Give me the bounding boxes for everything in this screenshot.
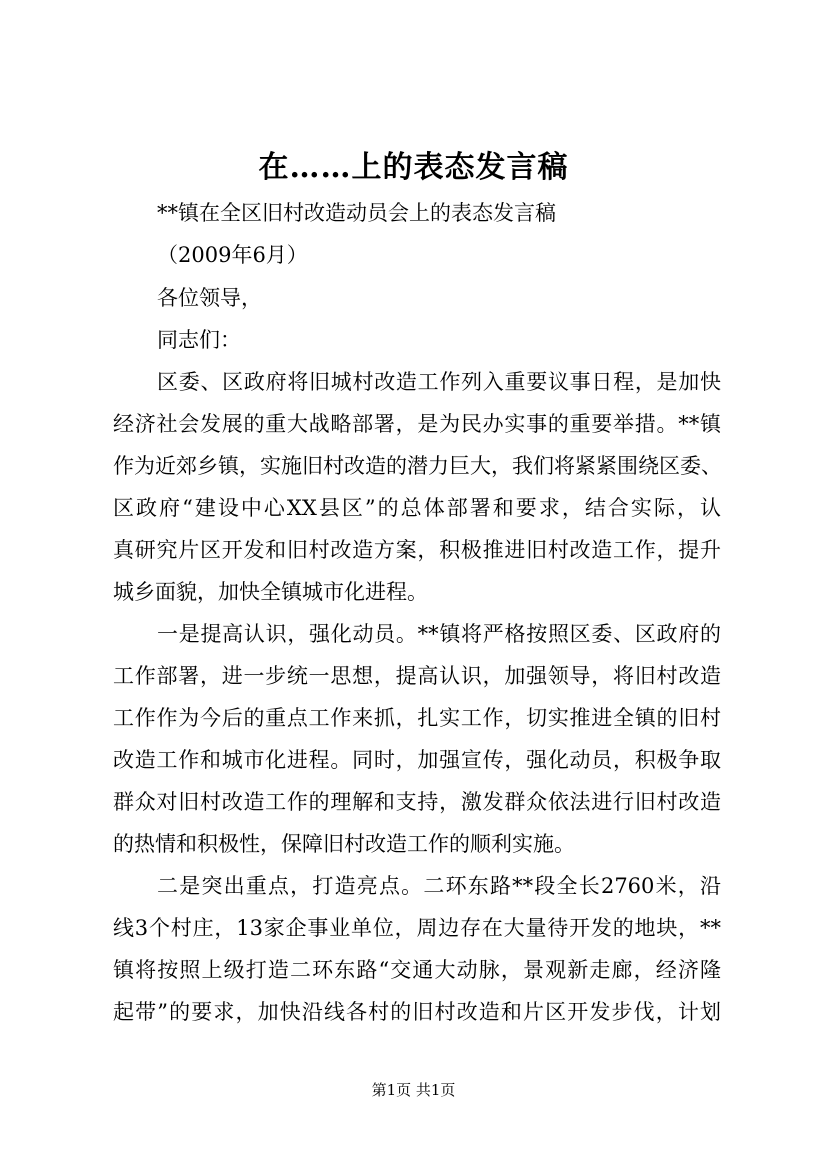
salutation-line: 各位领导，: [157, 286, 262, 310]
paragraph-line: 真研究片区开发和旧村改造方案，积极推进旧村改造工作，提升: [113, 538, 721, 562]
paragraph-line: 一是提高认识，强化动员。**镇将严格按照区委、区政府的: [157, 622, 721, 646]
document-title: 在……上的表态发言稿: [258, 150, 569, 185]
date-line: （2009年6月）: [157, 243, 308, 267]
paragraph-line: 改造工作和城市化进程。同时，加强宣传，强化动员，积极争取: [113, 748, 721, 772]
paragraph-line: 起带”的要求，加快沿线各村的旧村改造和片区开发步伐，计划: [113, 1000, 721, 1024]
paragraph-line: 二是突出重点，打造亮点。二环东路**段全长2760米，沿: [157, 874, 721, 898]
paragraph-line: 线3个村庄，13家企事业单位，周边存在大量待开发的地块，**: [113, 916, 721, 940]
paragraph-line: 区委、区政府将旧城村改造工作列入重要议事日程，是加快: [157, 370, 721, 394]
page-number: 第1页 共1页: [371, 1081, 456, 1099]
paragraph-line: 作为近郊乡镇，实施旧村改造的潜力巨大，我们将紧紧围绕区委、: [113, 454, 722, 478]
paragraph-line: 经济社会发展的重大战略部署，是为民办实事的重要举措。**镇: [113, 412, 721, 436]
paragraph-line: 群众对旧村改造工作的理解和支持，激发群众依法进行旧村改造: [113, 790, 721, 814]
paragraph-line: 城乡面貌，加快全镇城市化进程。: [113, 580, 428, 604]
paragraph-line: 的热情和积极性，保障旧村改造工作的顺利实施。: [113, 832, 575, 856]
paragraph-line: 工作作为今后的重点工作来抓，扎实工作，切实推进全镇的旧村: [113, 706, 721, 730]
paragraph-line: 镇将按照上级打造二环东路“交通大动脉，景观新走廊，经济隆: [113, 958, 721, 982]
salutation-line: 同志们：: [157, 328, 241, 352]
subtitle-line: **镇在全区旧村改造动员会上的表态发言稿: [157, 201, 556, 225]
paragraph-line: 区政府“建设中心XX县区”的总体部署和要求，结合实际，认: [113, 496, 721, 520]
paragraph-line: 工作部署，进一步统一思想，提高认识，加强领导，将旧村改造: [113, 664, 721, 688]
